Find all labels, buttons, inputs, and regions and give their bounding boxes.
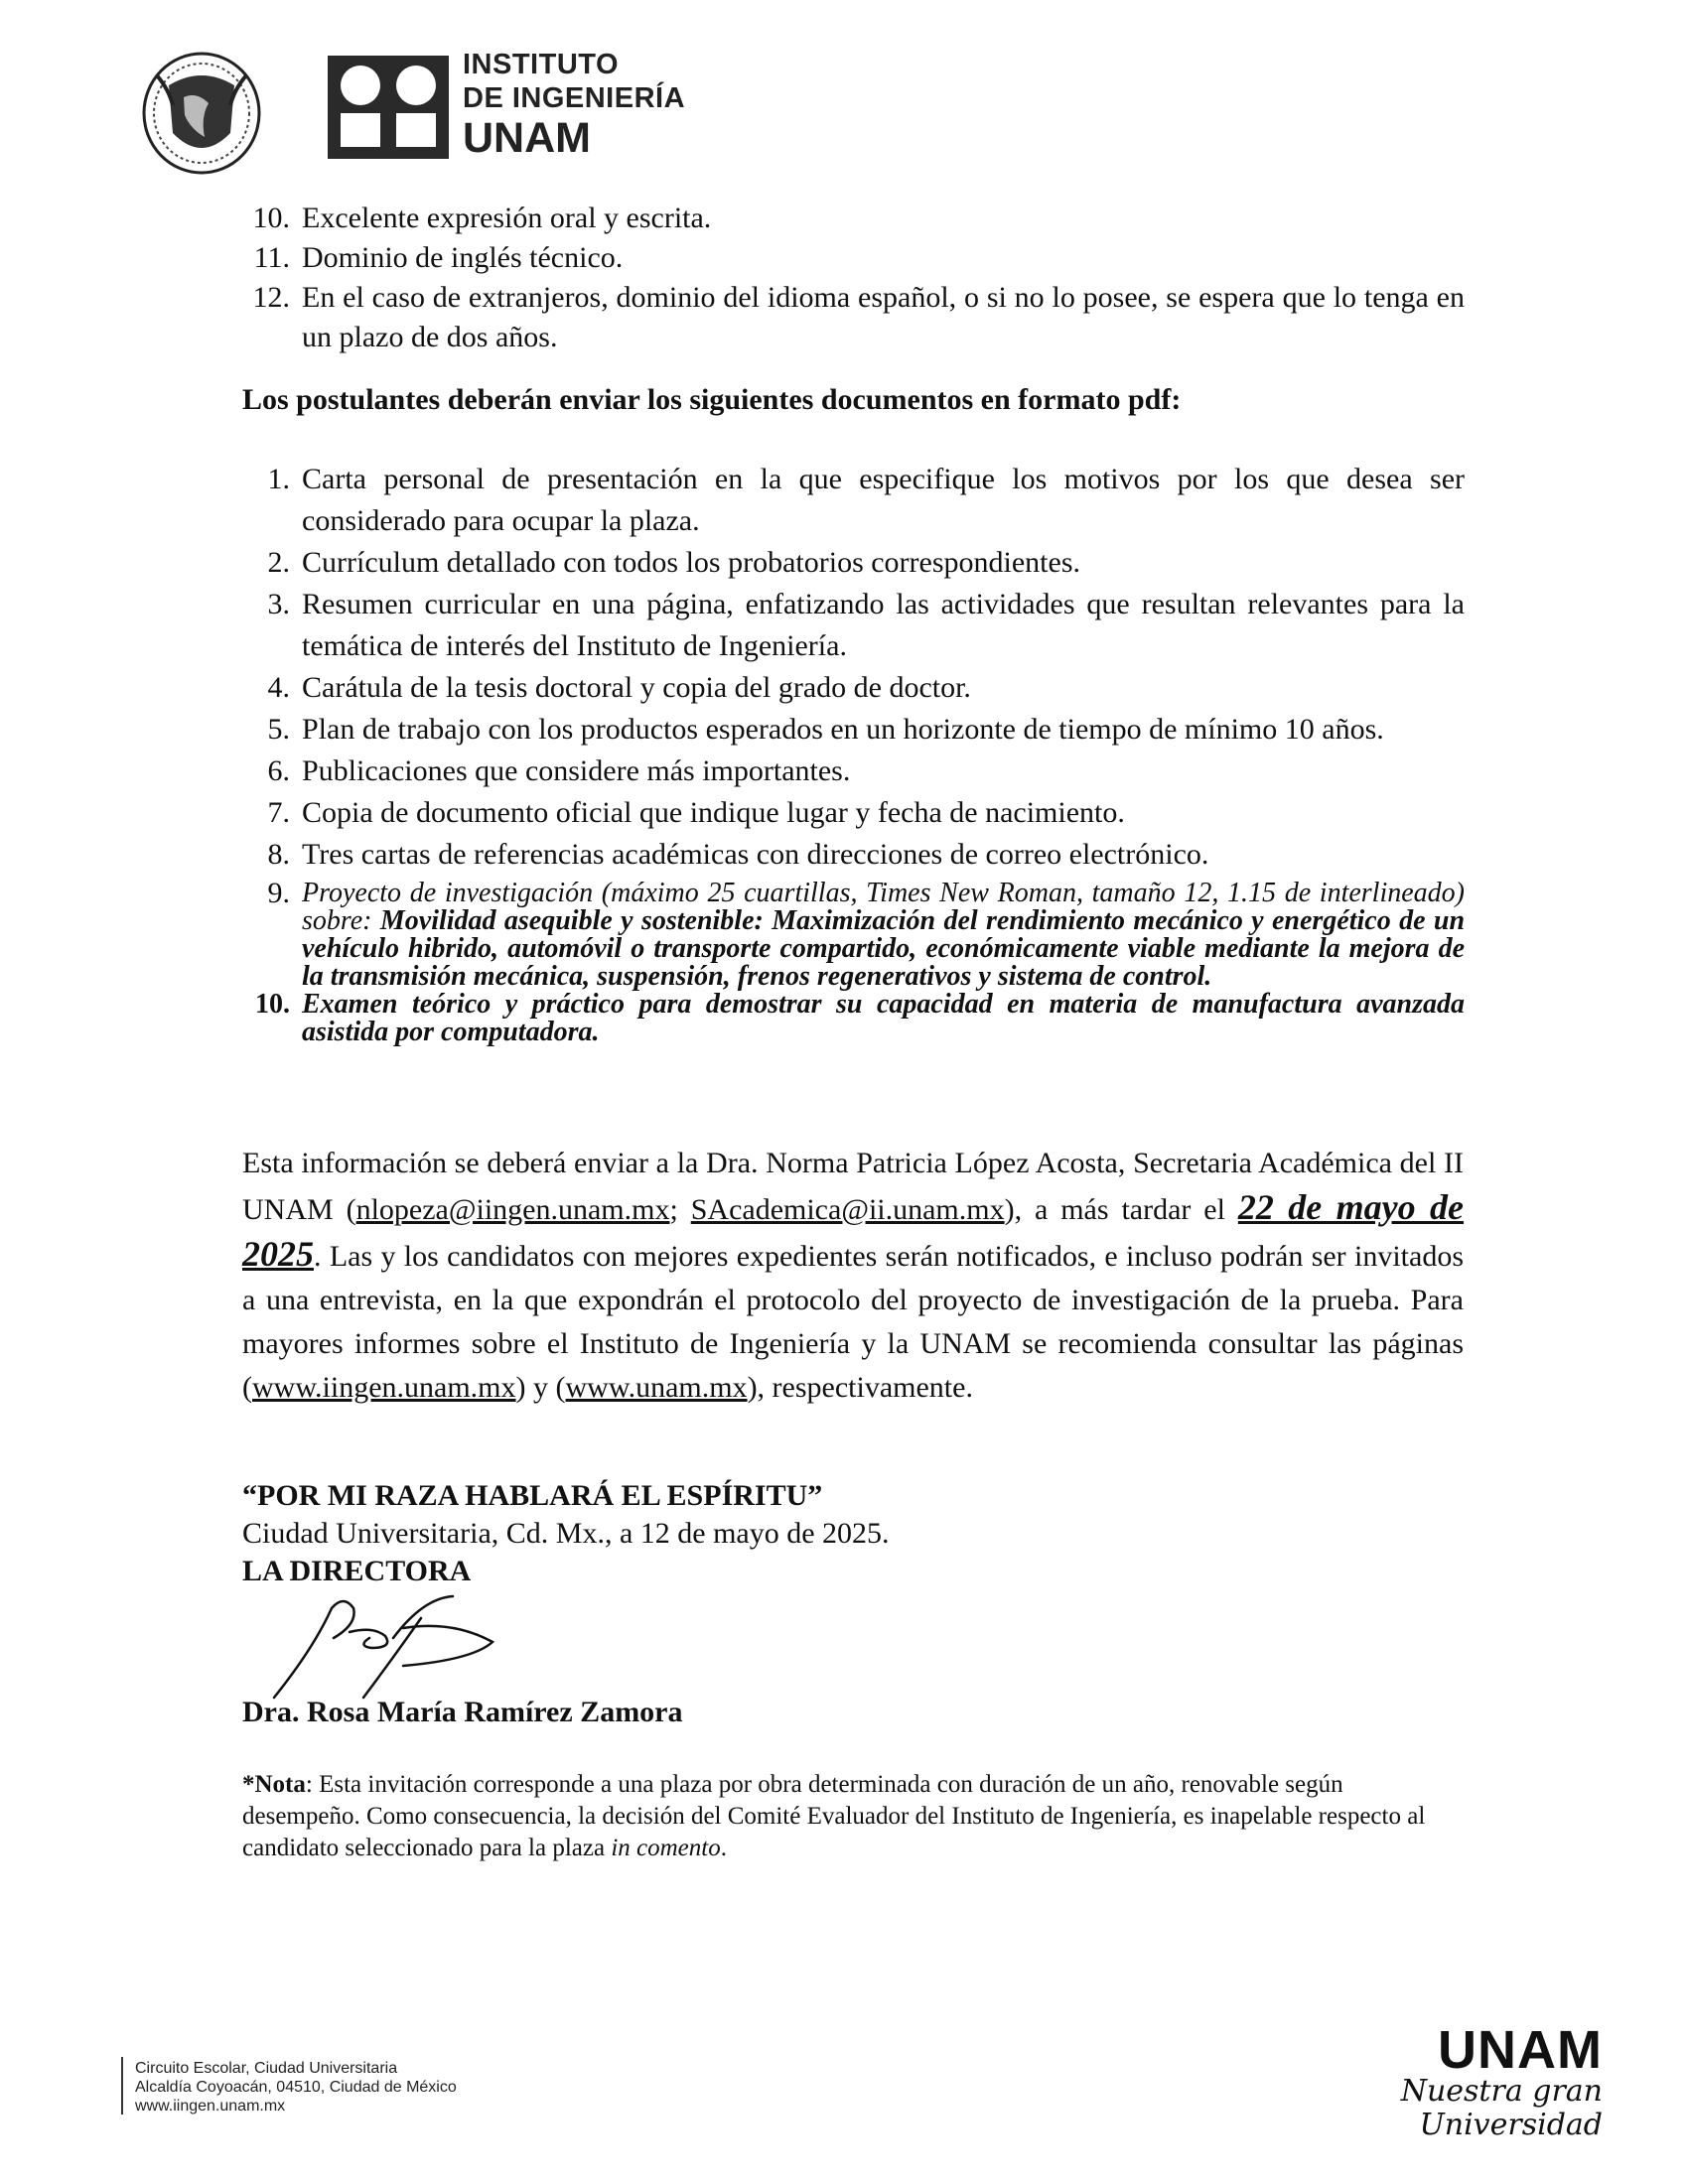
- url-link-unam[interactable]: www.unam.mx: [565, 1371, 748, 1404]
- documents-list: [228, 459, 1465, 1046]
- unam-coat-of-arms-icon: [139, 46, 264, 175]
- closing-text-4: ) y (: [515, 1371, 566, 1404]
- footer-line-2: Alcaldía Coyoacán, 04510, Ciudad de México: [135, 2079, 457, 2096]
- documents-heading: Los postulantes deberán enviar los siguientes documentos en formato pdf:: [242, 383, 1182, 416]
- footer-address: [135, 2059, 457, 2116]
- project-topic: Movilidad asequible y sostenible: Maximización del rendimiento mecánico y energético de un vehículo hibrido, automóvil o transporte compartido, económicamente viable mediante la mejora de la transmisión mecánica, suspensión, frenos regenerativos y sistema de control.: [302, 905, 1466, 992]
- item-text: Carátula de la tesis doctoral y copia del grado de doctor.: [302, 671, 971, 704]
- item-number: 8.: [267, 838, 290, 871]
- note-text-1: : Esta invitación corresponde a una plaza por obra determinada con duración de un año, renovable según desempeño. Como consecuencia, la decisión del Comité Evaluador del Instituto de Ingeniería, es inapelable respecto al candidato seleccionado para la plaza: [242, 1771, 1426, 1861]
- email-link-nlopeza[interactable]: nlopeza@iingen.unam.mx: [355, 1193, 670, 1226]
- closing-text-2: ), a más tardar el: [1004, 1193, 1238, 1226]
- closing-text-3: . Las y los candidatos con mejores expedientes serán notificados, e incluso podrán ser invitados a una entrevista, en la que expondrán el protocolo del proyecto de investigación de la prueba. Para mayores informes sobre el Instituto de Ingeniería y la UNAM se recomienda consultar las páginas (: [242, 1240, 1464, 1404]
- closing-text-1: Esta información se deberá enviar a la Dra. Norma Patricia López Acosta, Secretaria Académica del II UNAM (: [242, 1147, 1464, 1226]
- item-number: 10.: [255, 989, 290, 1020]
- brand-line-1: INSTITUTO: [463, 49, 620, 80]
- handwritten-signature-icon: [254, 1588, 522, 1707]
- item-number: 2.: [267, 546, 290, 579]
- list-item: [228, 278, 1465, 357]
- closing-block: [242, 1477, 890, 1590]
- note-text-italic: in comento: [611, 1835, 721, 1861]
- email-link-sacademica[interactable]: SAcademica@ii.unam.mx: [690, 1193, 1005, 1226]
- slogan-line-1: Nuestra gran: [1400, 2074, 1603, 2109]
- closing-sep: ;: [669, 1193, 691, 1226]
- closing-text-5: ), respectivamente.: [747, 1371, 973, 1404]
- item-number: 12.: [252, 281, 290, 314]
- item-text: Dominio de inglés técnico.: [302, 241, 624, 274]
- item-number: 4.: [267, 671, 290, 704]
- item-text: Currículum detallado con todos los probatorios correspondientes.: [302, 546, 1080, 579]
- slogan-line-2: Universidad: [1419, 2108, 1603, 2142]
- item-text: En el caso de extranjeros, dominio del idioma español, o si no lo posee, se espera que lo tenga en un plazo de dos años.: [302, 281, 1465, 353]
- item-text: Carta personal de presentación en la que especifique los motivos por los que desea ser considerado para ocupar la plaza.: [302, 463, 1465, 537]
- footer-line-1: Circuito Escolar, Ciudad Universitaria: [135, 2060, 398, 2077]
- note-label: *Nota: [242, 1771, 306, 1798]
- unam-wordmark: UNAM: [1438, 2020, 1603, 2080]
- item-number: 3.: [267, 588, 290, 620]
- list-item: [228, 542, 1465, 584]
- list-item-project: [228, 877, 1466, 992]
- item-text: Publicaciones que considere más importantes.: [302, 754, 851, 787]
- item-number: 5.: [267, 713, 290, 746]
- url-link-iingen[interactable]: www.iingen.unam.mx: [252, 1371, 516, 1404]
- item-number: 7.: [267, 796, 290, 829]
- item-text: Tres cartas de referencias académicas con direcciones de correo electrónico.: [302, 838, 1209, 871]
- list-item: [228, 459, 1465, 542]
- instituto-ingenieria-logo-icon: [328, 56, 449, 159]
- item-text: Copia de documento oficial que indique lugar y fecha de nacimiento.: [302, 796, 1125, 829]
- institute-brand: [463, 48, 685, 161]
- list-item: [228, 667, 1465, 709]
- note-text-2: .: [720, 1835, 727, 1861]
- deadline-date: 22 de mayo de 2025: [242, 1187, 1465, 1274]
- list-item: [228, 199, 1465, 238]
- list-item: [228, 751, 1465, 792]
- project-intro: Proyecto de investigación (máximo 25 cuartillas, Times New Roman, tamaño 12, 1.15 de interlineado) sobre:: [302, 878, 1465, 936]
- list-item: [228, 792, 1465, 834]
- footer-website: www.iingen.unam.mx: [135, 2098, 286, 2115]
- list-item: [228, 709, 1465, 751]
- item-number: 9.: [267, 877, 290, 909]
- signer-name: Dra. Rosa María Ramírez Zamora: [242, 1696, 683, 1728]
- item-number: 10.: [252, 202, 290, 234]
- item-number: 11.: [253, 241, 290, 274]
- list-item: [228, 238, 1465, 278]
- motto: “POR MI RAZA HABLARÁ EL ESPÍRITU”: [242, 1479, 823, 1512]
- list-item-exam: [228, 991, 1465, 1046]
- exam-text: Examen teórico y práctico para demostrar su capacidad en materia de manufactura avanzada asistida por computadora.: [302, 989, 1465, 1047]
- role-title: LA DIRECTORA: [242, 1555, 472, 1587]
- list-item: [228, 584, 1465, 667]
- unam-footer-logo: [1382, 2020, 1603, 2142]
- footnote: [242, 1769, 1454, 1864]
- closing-paragraph: [242, 1142, 1464, 1410]
- footer-divider: [121, 2057, 123, 2115]
- place-date: Ciudad Universitaria, Cd. Mx., a 12 de mayo de 2025.: [242, 1517, 890, 1550]
- list-item: [228, 834, 1465, 876]
- requirements-list: [228, 199, 1465, 357]
- item-number: 1.: [267, 463, 290, 495]
- brand-line-3: UNAM: [463, 114, 591, 162]
- item-text: Plan de trabajo con los productos esperados en un horizonte de tiempo de mínimo 10 años.: [302, 713, 1384, 746]
- item-text: Resumen curricular en una página, enfatizando las actividades que resultan relevantes para la temática de interés del Instituto de Ingeniería.: [302, 588, 1465, 662]
- item-number: 6.: [267, 754, 290, 787]
- item-text: Excelente expresión oral y escrita.: [302, 202, 712, 234]
- brand-line-2: DE INGENIERÍA: [463, 82, 686, 114]
